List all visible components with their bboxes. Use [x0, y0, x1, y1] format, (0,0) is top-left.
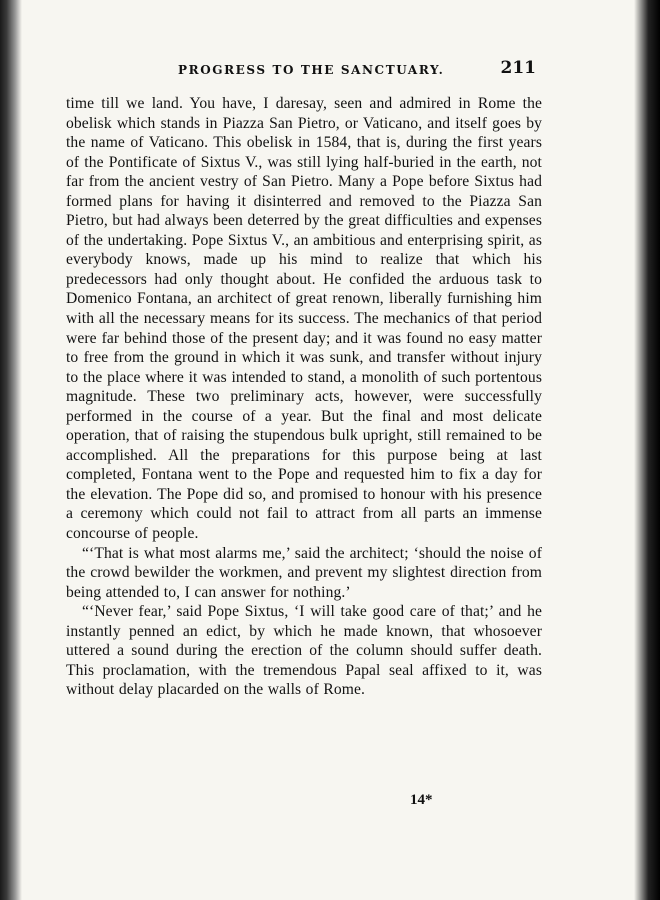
page-header — [66, 60, 542, 82]
signature-mark: 14* — [410, 792, 433, 808]
page-number: 211 — [500, 58, 536, 78]
book-spine-shadow — [0, 0, 22, 900]
page-edge-shadow — [634, 0, 660, 900]
paragraph: “‘Never fear,’ said Pope Sixtus, ‘I will take good care of that;’ and he instantly penned an edict, by which he made known, that whosoever uttered a sound during the erection of the column should suffer death. This proclamation, with the tremendous Papal seal affixed to it, was without delay placarded on the walls of Rome. — [66, 603, 542, 699]
page-body — [66, 94, 542, 700]
paragraph: “‘That is what most alarms me,’ said the architect; ‘should the noise of the crowd bewilder the workmen, and prevent my slightest direction from being attended to, I can answer for nothing.’ — [66, 544, 542, 601]
paragraph: time till we land. You have, I daresay, seen and admired in Rome the obelisk which stands in Piazza San Pietro, or Vaticano, and itself goes by the name of Vaticano. This obelisk in 1584, that is, during the first years of the Pontificate of Sixtus V., was still lying half-buried in the earth, not far from the ancient vestry of San Pietro. Many a Pope before Sixtus had formed plans for having it disinterred and removed to the Piazza San Pietro, but had always been deterred by the great difficulties and expenses of the undertaking. Pope Sixtus V., an ambitious and enterprising spirit, as everybody knows, made up his mind to realize that which his predecessors had only thought about. He confided the arduous task to Domenico Fontana, an architect of great renown, liberally furnishing him with all the necessary means for its success. The mechanics of that period were far behind those of the present day; and it was found no easy matter to free from the ground in which it was sunk, and transfer without injury to the place where it was intended to stand, a monolith of such portentous magnitude. These two preliminary acts, however, were successfully performed in the course of a year. But the final and most delicate operation, that of raising the stupendous bulk upright, still remained to be accomplished. All the preparations for this purpose being at last completed, Fontana went to the Pope and requested him to fix a day for the elevation. The Pope did so, and promised to honour with his presence a ceremony which could not fail to attract from all parts an immense concourse of people. — [66, 95, 542, 543]
running-title: PROGRESS TO THE SANCTUARY. — [178, 63, 445, 77]
